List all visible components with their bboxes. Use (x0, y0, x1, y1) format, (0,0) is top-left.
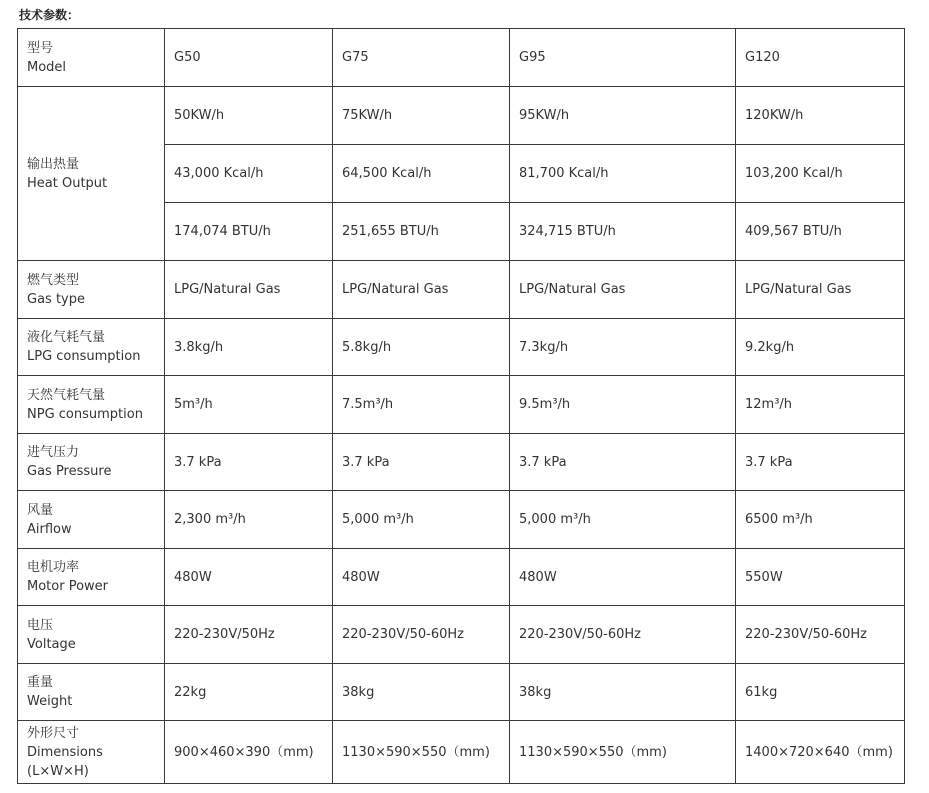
table-cell: 9.5m³/h (510, 376, 736, 434)
table-cell: 3.8kg/h (165, 319, 333, 376)
table-cell: 81,700 Kcal/h (510, 145, 736, 203)
table-cell: LPG/Natural Gas (736, 261, 905, 319)
table-cell: 95KW/h (510, 87, 736, 145)
table-cell: 7.5m³/h (333, 376, 510, 434)
table-cell: 5,000 m³/h (333, 491, 510, 549)
table-cell: 220-230V/50-60Hz (510, 606, 736, 664)
table-cell: 5,000 m³/h (510, 491, 736, 549)
table-cell: 409,567 BTU/h (736, 203, 905, 261)
table-cell: 61kg (736, 664, 905, 721)
table-cell: 3.7 kPa (165, 434, 333, 491)
label-english: Dimensions (27, 744, 103, 760)
label-chinese: 重量 (27, 675, 54, 690)
label-english: Airflow (27, 521, 72, 537)
table-cell: G120 (736, 29, 905, 87)
label-chinese: 进气压力 (27, 445, 80, 460)
label-chinese: 电压 (27, 617, 54, 633)
label-english: Model (27, 59, 67, 75)
table-cell: 64,500 Kcal/h (333, 145, 510, 203)
label-chinese: 风量 (27, 502, 54, 518)
table-row (18, 491, 905, 549)
table-cell: 120KW/h (736, 87, 905, 145)
table-row (18, 664, 905, 721)
table-cell: G75 (333, 29, 510, 87)
table-cell: 3.7 kPa (333, 434, 510, 491)
table-cell: 480W (165, 549, 333, 606)
label-chinese: 电机功率 (27, 560, 80, 575)
row-label (18, 261, 165, 319)
table-row (18, 549, 905, 606)
table-cell: 3.7 kPa (736, 434, 905, 491)
table-cell: 220-230V/50-60Hz (736, 606, 905, 664)
row-label (18, 491, 165, 549)
table-row (18, 434, 905, 491)
table-cell: 480W (333, 549, 510, 606)
table-row (18, 261, 905, 319)
table-cell: G95 (510, 29, 736, 87)
label-chinese: 燃气类型 (27, 272, 80, 288)
table-cell: 3.7 kPa (510, 434, 736, 491)
table-cell: 7.3kg/h (510, 319, 736, 376)
row-label (18, 721, 165, 784)
table-cell: 5.8kg/h (333, 319, 510, 376)
label-english: Gas type (27, 291, 85, 307)
table-cell: 2,300 m³/h (165, 491, 333, 549)
label-chinese: 液化气耗气量 (27, 330, 106, 345)
label-english: Voltage (27, 636, 76, 652)
table-cell: 220-230V/50Hz (165, 606, 333, 664)
table-row (18, 319, 905, 376)
label-english: Gas Pressure (27, 464, 112, 479)
label-chinese: 输出热量 (27, 156, 80, 172)
table-cell: 324,715 BTU/h (510, 203, 736, 261)
table-cell: 38kg (510, 664, 736, 721)
table-cell: 5m³/h (165, 376, 333, 434)
label-english: Weight (27, 694, 73, 709)
row-label (18, 87, 165, 261)
label-english: (L×W×H) (27, 763, 89, 779)
row-label (18, 664, 165, 721)
table-cell: 480W (510, 549, 736, 606)
spec-table (17, 28, 905, 784)
table-row (18, 721, 905, 784)
label-english: Motor Power (27, 579, 109, 594)
table-cell: 1400×720×640（mm) (736, 721, 905, 784)
header-row (18, 29, 905, 87)
table-row (18, 376, 905, 434)
table-cell: 174,074 BTU/h (165, 203, 333, 261)
row-label (18, 434, 165, 491)
table-cell: 9.2kg/h (736, 319, 905, 376)
row-label (18, 606, 165, 664)
label-english: NPG consumption (27, 406, 143, 422)
label-english: Heat Output (27, 175, 108, 191)
table-cell: 6500 m³/h (736, 491, 905, 549)
label-chinese: 型号 (27, 40, 54, 56)
table-cell: LPG/Natural Gas (510, 261, 736, 319)
table-cell: LPG/Natural Gas (333, 261, 510, 319)
section-heading: 技术参数： (19, 8, 80, 22)
table-row (18, 606, 905, 664)
row-label (18, 549, 165, 606)
label-english: LPG consumption (27, 349, 141, 364)
table-cell: 43,000 Kcal/h (165, 145, 333, 203)
table-cell: 1130×590×550（mm) (333, 721, 510, 784)
table-cell: 251,655 BTU/h (333, 203, 510, 261)
table-cell: G50 (165, 29, 333, 87)
table-cell: 900×460×390（mm) (165, 721, 333, 784)
row-label (18, 319, 165, 376)
table-cell: 22kg (165, 664, 333, 721)
table-cell: 38kg (333, 664, 510, 721)
table-cell: 1130×590×550（mm) (510, 721, 736, 784)
row-label (18, 29, 165, 87)
table-cell: 12m³/h (736, 376, 905, 434)
table-cell: 75KW/h (333, 87, 510, 145)
table-cell: 220-230V/50-60Hz (333, 606, 510, 664)
label-chinese: 外形尺寸 (27, 725, 80, 741)
table-cell: 50KW/h (165, 87, 333, 145)
table-cell: LPG/Natural Gas (165, 261, 333, 319)
table-cell: 550W (736, 549, 905, 606)
row-label (18, 376, 165, 434)
label-chinese: 天然气耗气量 (27, 387, 106, 403)
table-row (18, 87, 905, 145)
table-cell: 103,200 Kcal/h (736, 145, 905, 203)
